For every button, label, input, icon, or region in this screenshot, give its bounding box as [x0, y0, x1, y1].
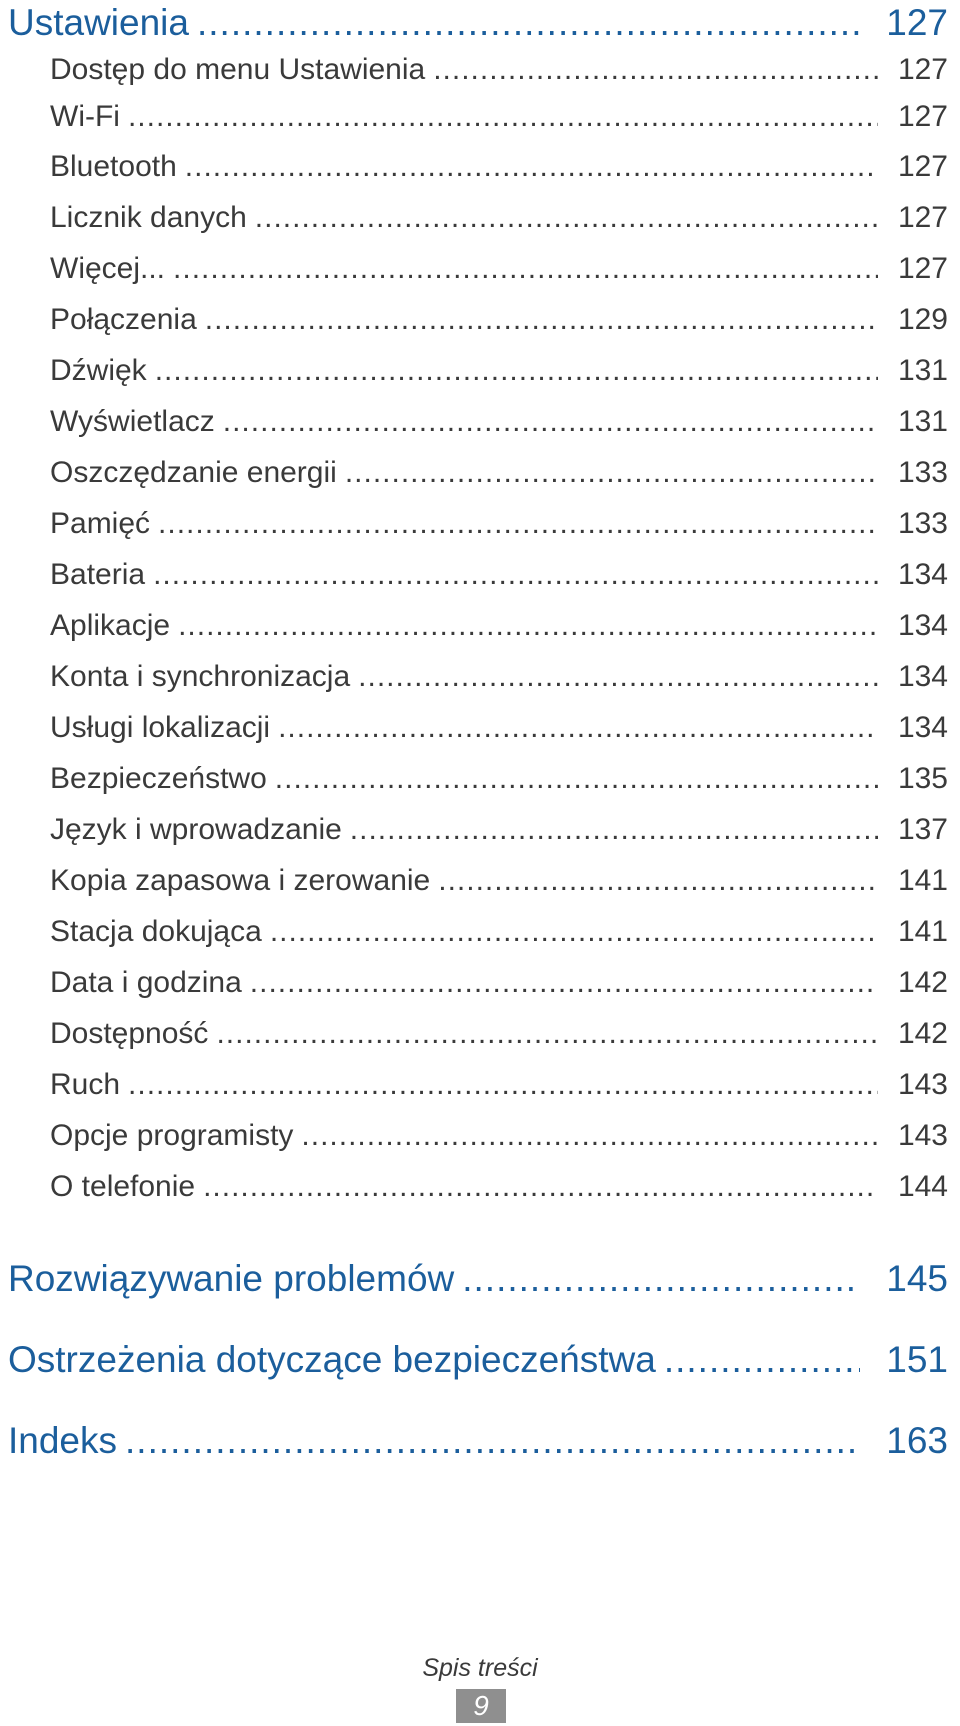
- toc-entry-label: Kopia zapasowa i zerowanie: [50, 864, 431, 897]
- footer-section-title: Spis treści: [422, 1654, 538, 1682]
- toc-entry[interactable]: [50, 963, 948, 1003]
- page-number-badge: 9: [456, 1689, 506, 1723]
- toc-entry-page: 131: [897, 405, 948, 438]
- leader-dots: [358, 657, 878, 697]
- leader-dots: [438, 861, 878, 901]
- toc-chapter-label: Indeks: [8, 1420, 118, 1461]
- leader-dots: [155, 351, 878, 391]
- leader-dots: [178, 606, 878, 646]
- toc-entry-label: Bezpieczeństwo: [50, 762, 267, 795]
- toc-entry-label: Dostępność: [50, 1017, 209, 1050]
- toc-entry-label: Pamięć: [50, 507, 151, 540]
- toc-entry-label: Dźwięk: [50, 354, 147, 387]
- toc-entry-page: 127: [897, 100, 948, 133]
- leader-dots: [301, 1116, 878, 1156]
- leader-dots: [350, 810, 878, 850]
- toc-entry[interactable]: [50, 1167, 948, 1207]
- leader-dots: [223, 402, 878, 442]
- toc-entry-label: Stacja dokująca: [50, 915, 262, 948]
- toc-entry-page: 137: [897, 813, 948, 846]
- leader-dots: [255, 198, 878, 238]
- toc-entry-page: 127: [897, 150, 948, 183]
- toc-entry-page: 141: [897, 915, 948, 948]
- leader-dots: [153, 555, 878, 595]
- toc-entry-page: 142: [897, 966, 948, 999]
- toc-chapter-settings[interactable]: [8, 0, 948, 46]
- toc-entry-label: O telefonie: [50, 1170, 196, 1203]
- toc-entry-label: Usługi lokalizacji: [50, 711, 271, 744]
- toc-entry-label: Połączenia: [50, 303, 197, 336]
- leader-dots: [250, 963, 878, 1003]
- toc-entry[interactable]: [50, 861, 948, 901]
- toc-entry-label: Aplikacje: [50, 609, 171, 642]
- toc-entry-page: 127: [897, 201, 948, 234]
- toc-entry-label: Licznik danych: [50, 201, 247, 234]
- toc-entry[interactable]: [50, 50, 948, 90]
- toc-entry-label: Bateria: [50, 558, 146, 591]
- leader-dots: [216, 1014, 878, 1054]
- toc-chapter-label: Ostrzeżenia dotyczące bezpieczeństwa: [8, 1339, 656, 1380]
- toc-chapter-page: 145: [886, 1258, 948, 1299]
- toc-chapter-page: 127: [886, 2, 948, 43]
- toc-entry[interactable]: [50, 657, 948, 697]
- toc-entry[interactable]: [50, 147, 948, 187]
- toc-entry-page: 134: [897, 558, 948, 591]
- toc-entry-label: Data i godzina: [50, 966, 242, 999]
- toc-entry-page: 134: [897, 711, 948, 744]
- toc-chapter-page: 151: [886, 1339, 948, 1380]
- leader-dots: [345, 453, 878, 493]
- toc-entry[interactable]: [50, 249, 948, 289]
- toc-entry-label: Konta i synchronizacja: [50, 660, 351, 693]
- leader-dots: [173, 249, 878, 289]
- toc-chapter-troubleshooting[interactable]: [8, 1256, 948, 1302]
- toc-entry[interactable]: [50, 606, 948, 646]
- toc-entry-label: Wi-Fi: [50, 100, 120, 133]
- toc-entry[interactable]: [50, 1014, 948, 1054]
- toc-chapter-safety[interactable]: [8, 1337, 948, 1383]
- toc-entry-page: 143: [897, 1068, 948, 1101]
- toc-entry-label: Bluetooth: [50, 150, 177, 183]
- toc-entry[interactable]: [50, 912, 948, 952]
- leader-dots: [278, 708, 878, 748]
- toc-entry[interactable]: [50, 1065, 948, 1105]
- leader-dots: [433, 50, 878, 90]
- toc-entry-label: Wyświetlacz: [50, 405, 215, 438]
- toc-entry-page: 127: [897, 252, 948, 285]
- leader-dots: [664, 1337, 860, 1383]
- leader-dots: [185, 147, 878, 187]
- toc-entry-page: 134: [897, 660, 948, 693]
- leader-dots: [158, 504, 878, 544]
- toc-entry-page: 129: [897, 303, 948, 336]
- toc-entry-page: 143: [897, 1119, 948, 1152]
- toc-entry[interactable]: [50, 402, 948, 442]
- toc-chapter-label: Rozwiązywanie problemów: [8, 1258, 455, 1299]
- toc-entry[interactable]: [50, 1116, 948, 1156]
- leader-dots: [462, 1256, 860, 1302]
- toc-entry-page: 134: [897, 609, 948, 642]
- leader-dots: [270, 912, 878, 952]
- leader-dots: [128, 97, 878, 137]
- toc-entry[interactable]: [50, 453, 948, 493]
- toc-entry-page: 141: [897, 864, 948, 897]
- toc-entry-label: Ruch: [50, 1068, 121, 1101]
- toc-entry-label: Więcej...: [50, 252, 166, 285]
- leader-dots: [203, 1167, 878, 1207]
- toc-entry[interactable]: [50, 97, 948, 137]
- toc-entry[interactable]: [50, 555, 948, 595]
- toc-chapter-label: Ustawienia: [8, 2, 189, 43]
- leader-dots: [205, 300, 878, 340]
- toc-entry[interactable]: [50, 351, 948, 391]
- toc-entry-page: 127: [897, 53, 948, 86]
- toc-chapter-page: 163: [886, 1420, 948, 1461]
- toc-entry-label: Opcje programisty: [50, 1119, 294, 1152]
- toc-entry-label: Język i wprowadzanie: [50, 813, 342, 846]
- leader-dots: [128, 1065, 878, 1105]
- toc-entry[interactable]: [50, 198, 948, 238]
- toc-entry-label: Dostęp do menu Ustawienia: [50, 53, 426, 86]
- toc-chapter-index[interactable]: [8, 1418, 948, 1464]
- toc-entry[interactable]: [50, 708, 948, 748]
- toc-entry-page: 144: [897, 1170, 948, 1203]
- leader-dots: [125, 1418, 860, 1464]
- toc-entry-page: 133: [897, 456, 948, 489]
- toc-entry[interactable]: [50, 810, 948, 850]
- toc-entry-label: Oszczędzanie energii: [50, 456, 337, 489]
- leader-dots: [197, 0, 860, 46]
- toc-entry-page: 133: [897, 507, 948, 540]
- leader-dots: [275, 759, 878, 799]
- toc-entry-page: 135: [897, 762, 948, 795]
- toc-entry[interactable]: [50, 504, 948, 544]
- toc-entry[interactable]: [50, 300, 948, 340]
- toc-entry-page: 142: [897, 1017, 948, 1050]
- toc-entry-page: 131: [897, 354, 948, 387]
- toc-entry[interactable]: [50, 759, 948, 799]
